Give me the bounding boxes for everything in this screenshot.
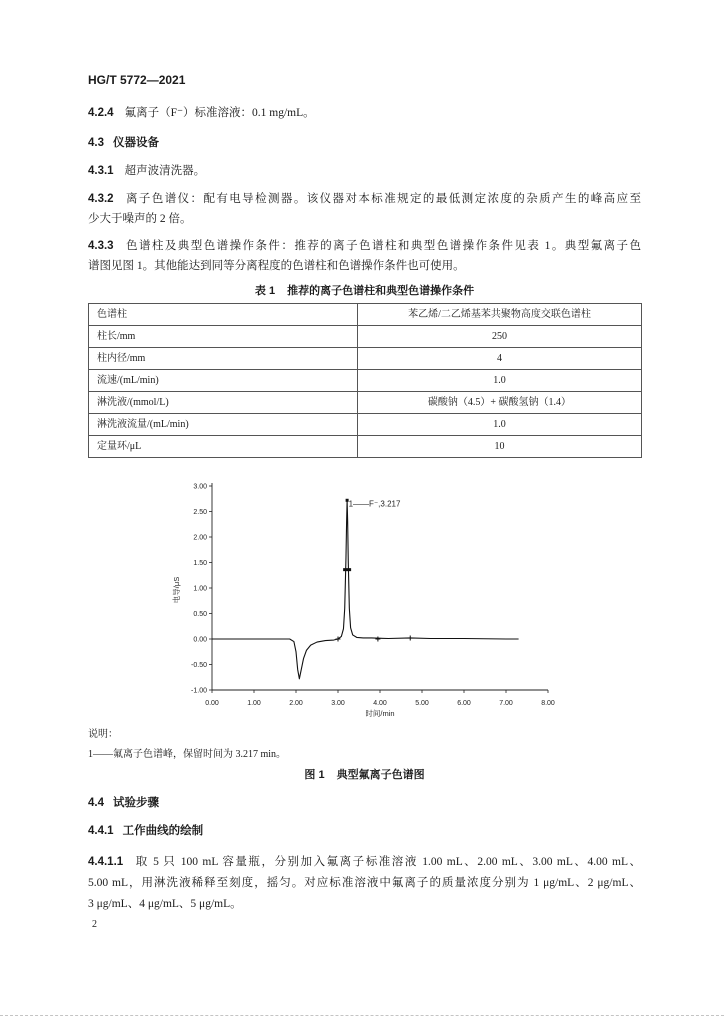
x-tick-label: 6.00 [457, 700, 471, 707]
section-number: 4.4.1 [88, 825, 114, 837]
x-tick-label: 4.00 [373, 700, 387, 707]
clause-number: 4.3.3 [88, 240, 114, 252]
x-tick-label: 7.00 [499, 700, 513, 707]
clause-4-4-1-1-line-2: 5.00 mL，用淋洗液稀释至刻度，摇匀。对应标准溶液中氟离子的质量浓度分别为 1 μg/mL、2 μg/mL、 [88, 877, 641, 889]
clause-text: 超声波清洗器。 [124, 165, 206, 177]
clause-4-3-3-line-1 [88, 238, 641, 254]
conditions-table [88, 303, 642, 458]
figure-title: 典型氟离子色谱图 [336, 769, 425, 781]
figure-label: 图 1 [304, 769, 325, 781]
table-row [89, 370, 642, 392]
y-tick-label: 1.50 [193, 560, 207, 567]
peak-annotation: 1——F⁻,3.217 [348, 499, 401, 509]
table-title: 推荐的离子色谱柱和典型色谱操作条件 [287, 285, 475, 297]
param-cell: 定量环/μL [89, 436, 358, 458]
clause-number: 4.2.4 [88, 107, 114, 119]
y-axis-label: 电导/μS [172, 576, 181, 604]
page-bottom-rule [0, 1015, 724, 1016]
section-title: 工作曲线的绘制 [122, 825, 204, 837]
table-caption [88, 283, 641, 299]
x-tick-label: 0.00 [205, 700, 219, 707]
clause-text: 离子色谱仪：配有电导检测器。该仪器对本标准规定的最低测定浓度的杂质产生的峰高应至 [124, 193, 641, 205]
x-tick-label: 3.00 [331, 700, 345, 707]
table-row [89, 414, 642, 436]
section-number: 4.4 [88, 797, 104, 809]
table-label: 表 1 [254, 285, 276, 297]
section-number: 4.3 [88, 137, 104, 149]
clause-text: 取 5 只 100 mL 容量瓶，分别加入氟离子标准溶液 1.00 mL、2.00 mL、3.00 mL、4.00 mL、 [134, 856, 641, 868]
section-title: 仪器设备 [113, 137, 159, 149]
table-row [89, 326, 642, 348]
value-cell: 苯乙烯/二乙烯基苯共聚物高度交联色谱柱 [358, 304, 642, 326]
value-cell: 4 [358, 348, 642, 370]
x-tick-label: 5.00 [415, 700, 429, 707]
param-cell: 柱内径/mm [89, 348, 358, 370]
figure-caption [88, 767, 641, 783]
page-number: 2 [92, 919, 97, 930]
y-tick-label: 0.50 [193, 611, 207, 618]
y-ticks [191, 484, 212, 695]
section-title: 试验步骤 [113, 797, 159, 809]
param-cell: 流速/(mL/min) [89, 370, 358, 392]
y-tick-label: -1.00 [191, 687, 207, 695]
y-tick-label: 3.00 [193, 483, 207, 491]
value-cell: 1.0 [358, 370, 642, 392]
y-tick-label: 0.00 [193, 636, 207, 644]
section-heading-4-4 [88, 795, 159, 811]
clause-text: 氟离子（F⁻）标准溶液：0.1 mg/mL。 [124, 107, 315, 119]
half-height-marker [343, 568, 351, 571]
section-heading-4-4-1 [88, 823, 203, 839]
clause-4-3-1 [88, 163, 205, 179]
y-tick-label: 1.00 [193, 585, 207, 593]
clause-4-3-2-line-1 [88, 191, 641, 207]
clause-4-4-1-1-line-1 [88, 854, 641, 870]
clause-text: 色谱柱及典型色谱操作条件：推荐的离子色谱柱和典型色谱操作条件见表 1。典型氟离子色 [124, 240, 641, 252]
clause-number: 4.3.1 [88, 165, 114, 177]
clause-number: 4.4.1.1 [88, 856, 124, 868]
x-tick-label: 1.00 [247, 700, 261, 707]
clause-4-2-4 [88, 105, 315, 121]
table-row [89, 304, 642, 326]
param-cell: 色谱柱 [89, 304, 358, 326]
standard-code-header: HG/T 5772—2021 [88, 73, 186, 87]
param-cell: 淋洗液流量/(mL/min) [89, 414, 358, 436]
integration-marker [408, 635, 413, 640]
clause-4-3-3-line-2: 谱图见图 1。其他能达到同等分离程度的色谱柱和色谱操作条件也可使用。 [88, 260, 465, 272]
clause-number: 4.3.2 [88, 193, 114, 205]
table-row [89, 436, 642, 458]
y-tick-label: 2.00 [193, 534, 207, 542]
y-tick-label: 2.50 [193, 509, 207, 516]
table-row [89, 392, 642, 414]
table-row [89, 348, 642, 370]
param-cell: 柱长/mm [89, 326, 358, 348]
integration-marker [375, 637, 380, 642]
x-axis-label: 时间/min [365, 709, 395, 718]
section-heading-4-3 [88, 135, 159, 151]
value-cell: 碳酸钠（4.5）+ 碳酸氢钠（1.4） [358, 392, 642, 414]
chromatogram-chart [160, 478, 580, 723]
series-line-conductivity [212, 500, 519, 679]
notes-label: 说明： [88, 729, 118, 740]
x-tick-label: 2.00 [289, 700, 303, 707]
x-ticks [205, 690, 555, 707]
y-tick-label: -0.50 [191, 662, 207, 669]
value-cell: 10 [358, 436, 642, 458]
value-cell: 250 [358, 326, 642, 348]
clause-4-3-2-line-2: 少大于噪声的 2 倍。 [88, 213, 192, 225]
param-cell: 淋洗液/(mmol/L) [89, 392, 358, 414]
value-cell: 1.0 [358, 414, 642, 436]
figure-note: 1——氟离子色谱峰，保留时间为 3.217 min。 [88, 749, 287, 760]
clause-4-4-1-1-line-3: 3 μg/mL、4 μg/mL、5 μg/mL。 [88, 898, 242, 910]
x-tick-label: 8.00 [541, 700, 555, 707]
